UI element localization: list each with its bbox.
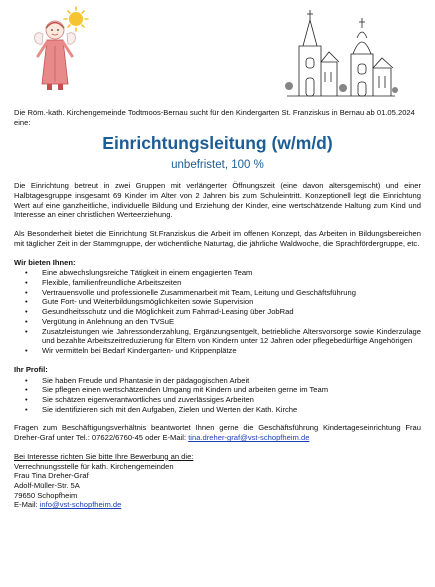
description-paragraph: Die Einrichtung betreut in zwei Gruppen mit verlängerter Öffnungszeit (eine davon altersgemischt) und einer Halbtagesgruppe insgesamt 69 Kinder im Alter von 2 Jahren bis zum Schuleintritt. Konzeptionell legt die Einrichtung Wert auf eine ganzheitliche, individuelle Bildung und Erziehung der Kinder, eine wertschätzende Haltung zum Kind und Interesse an einer christlichen Werteerziehung. [14,181,421,220]
sun-icon [64,7,88,31]
angel-logo [30,6,94,96]
profile-heading: Ihr Profil: [14,364,48,374]
address-line: Verrechnungsstelle für kath. Kirchengemeinden [14,461,174,471]
church-logo [281,2,399,102]
application-address [14,452,421,510]
list-item: • Vergütung in Anlehnung an den TVSuE [14,317,421,327]
list-item: • Zusatzleistungen wie Jahressonderzahlung, Ergänzungsentgelt, betriebliche Altersvorsorge sowie Kinderzulage und bezahlte Arbeitszeitreduzierung für Eltern von Kindern unter 12 Jahren oder pflegebedürftige Angehörigen [14,327,421,346]
list-item: • Vertrauensvolle und professionelle Zusammenarbeit mit Team, Leitung und Geschäftsführung [14,288,421,298]
header-images [14,0,421,108]
list-item: • Gesundheitsschutz und die Möglichkeit zum Fahrrad-Leasing über JobRad [14,307,421,317]
list-item: • Wir vermitteln bei Bedarf Kindergarten- und Krippenplätze [14,346,421,356]
list-item: • Flexible, familienfreundliche Arbeitszeiten [14,278,421,288]
job-subtitle: unbefristet, 100 % [171,158,264,171]
list-item: • Sie schätzen eigenverantwortliches und zuverlässiges Arbeiten [14,395,421,405]
list-item: • Eine abwechslungsreiche Tätigkeit in einem engagierten Team [14,268,421,278]
application-email-link[interactable]: info@vst-schopfheim.de [39,500,122,510]
address-email-line [14,500,421,510]
list-item: • Sie identifizieren sich mit den Aufgaben, Zielen und Werten der Kath. Kirche [14,405,421,415]
address-line: Adolf-Müller-Str. 5A [14,480,80,490]
questions-text: Fragen zum Beschäftigungsverhältnis beantwortet Ihnen gerne die Geschäftsführung Kindertageseinrichtung Frau Dreher-Graf unter Tel.: 07622/6760-45 oder E-Mail: [14,423,421,443]
offer-list [14,268,421,355]
list-item: • Gute Fort- und Weiterbildungsmöglichkeiten sowie Supervision [14,297,421,307]
address-line: 79650 Schopfheim [14,490,78,500]
email-label: E-Mail: [14,500,40,510]
special-features-paragraph: Als Besonderheit bietet die Einrichtung St.Franziskus die Arbeit im offenen Konzept, das Arbeiten in Bildungsbereichen mit täglicher Zeit in der Stammgruppe, der wöchentliche Naturtag, die jährliche Waldwoche, die Sprachfördergruppe, etc. [14,229,421,248]
offer-heading: Wir bieten Ihnen: [14,257,76,267]
contact-email-link[interactable]: tina.dreher-graf@vst-schopfheim.de [188,433,310,443]
address-line: Frau Tina Dreher-Graf [14,471,89,481]
list-item: • Sie pflegen einen wertschätzenden Umgang mit Kindern und arbeiten gerne im Team [14,385,421,395]
intro-text: Die Röm.-kath. Kirchengemeinde Todtmoos-Bernau sucht für den Kindergarten St. Franziskus in Bernau ab 01.05.2024 eine: [14,108,415,127]
list-item: • Sie haben Freude und Phantasie in der pädagogischen Arbeit [14,376,421,386]
job-title: Einrichtungsleitung (w/m/d) [102,133,333,154]
application-heading: Bei Interesse richten Sie bitte Ihre Bewerbung an die: [14,451,194,461]
profile-list [14,376,421,415]
questions-paragraph [14,423,421,442]
